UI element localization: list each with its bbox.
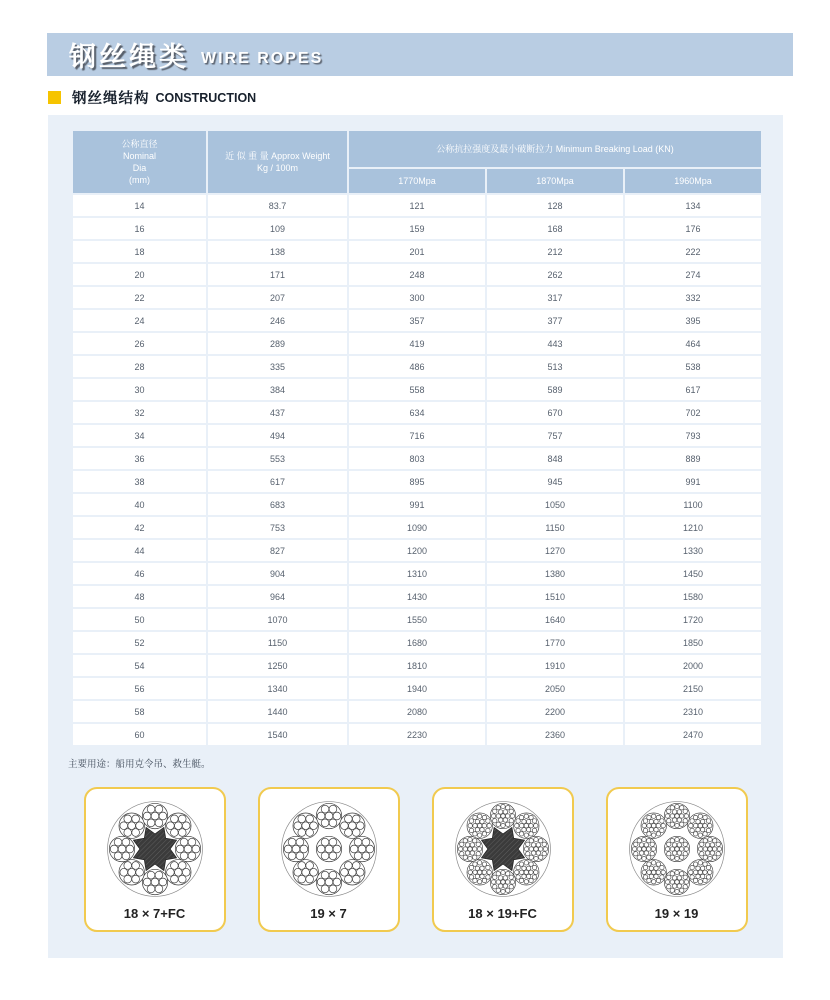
- table-cell: 513: [487, 356, 623, 377]
- rope-cross-section-19x19-diagram: [622, 794, 732, 904]
- table-row: [73, 195, 761, 216]
- table-cell: 1430: [349, 586, 485, 607]
- table-cell: 2200: [487, 701, 623, 722]
- table-cell: 419: [349, 333, 485, 354]
- table-cell: 128: [487, 195, 623, 216]
- table-cell: 1580: [625, 586, 761, 607]
- rope-cross-section-19x7-diagram: [274, 794, 384, 904]
- table-cell: 634: [349, 402, 485, 423]
- construction-card-19x19: [606, 787, 748, 932]
- table-cell: 2050: [487, 678, 623, 699]
- table-cell: 702: [625, 402, 761, 423]
- table-cell: 991: [349, 494, 485, 515]
- col-header-line: 公称直径: [121, 138, 158, 149]
- table-cell: 176: [625, 218, 761, 239]
- table-cell: 1550: [349, 609, 485, 630]
- table-row: [73, 586, 761, 607]
- table-body: [73, 195, 761, 745]
- table-cell: 494: [208, 425, 347, 446]
- table-cell: 464: [625, 333, 761, 354]
- table-cell: 1330: [625, 540, 761, 561]
- table-cell: 171: [208, 264, 347, 285]
- col-header-breaking-load: 公称抗拉强度及最小破断拉力 Minimum Breaking Load (KN): [349, 131, 761, 167]
- table-cell: 945: [487, 471, 623, 492]
- table-cell: 991: [625, 471, 761, 492]
- table-row: [73, 609, 761, 630]
- table-cell: 54: [73, 655, 206, 676]
- table-cell: 1850: [625, 632, 761, 653]
- table-cell: 1680: [349, 632, 485, 653]
- table-cell: 538: [625, 356, 761, 377]
- col-header-line: Kg / 100m: [256, 163, 299, 173]
- construction-label: 18 × 7+FC: [123, 906, 186, 921]
- table-cell: 2000: [625, 655, 761, 676]
- table-cell: 24: [73, 310, 206, 331]
- section-title-en: CONSTRUCTION: [155, 90, 257, 105]
- table-cell: 300: [349, 287, 485, 308]
- rope-cross-section-18x7-fc-diagram: [100, 794, 210, 904]
- table-cell: 553: [208, 448, 347, 469]
- table-cell: 58: [73, 701, 206, 722]
- construction-cards: [48, 787, 783, 932]
- table-cell: 437: [208, 402, 347, 423]
- col-header-weight: [208, 131, 347, 193]
- table-cell: 207: [208, 287, 347, 308]
- table-cell: 889: [625, 448, 761, 469]
- table-cell: 1440: [208, 701, 347, 722]
- table-row: [73, 540, 761, 561]
- table-row: [73, 632, 761, 653]
- table-cell: 36: [73, 448, 206, 469]
- table-cell: 1720: [625, 609, 761, 630]
- table-cell: 50: [73, 609, 206, 630]
- table-cell: 1090: [349, 517, 485, 538]
- table-cell: 617: [625, 379, 761, 400]
- table-cell: 289: [208, 333, 347, 354]
- section-heading: [48, 87, 256, 108]
- table-cell: 670: [487, 402, 623, 423]
- table-cell: 757: [487, 425, 623, 446]
- table-row: [73, 402, 761, 423]
- table-cell: 617: [208, 471, 347, 492]
- banner-title-zh: 钢丝绳类: [69, 42, 189, 72]
- table-cell: 1200: [349, 540, 485, 561]
- page-banner: [47, 33, 793, 76]
- table-cell: 44: [73, 540, 206, 561]
- table-row: [73, 264, 761, 285]
- table-cell: 168: [487, 218, 623, 239]
- table-cell: 34: [73, 425, 206, 446]
- table-row: [73, 471, 761, 492]
- table-cell: 222: [625, 241, 761, 262]
- table-cell: 332: [625, 287, 761, 308]
- table-cell: 26: [73, 333, 206, 354]
- table-cell: 20: [73, 264, 206, 285]
- table-cell: 22: [73, 287, 206, 308]
- table-cell: 18: [73, 241, 206, 262]
- table-row: [73, 494, 761, 515]
- table-cell: 443: [487, 333, 623, 354]
- table-row: [73, 517, 761, 538]
- usage-note: 主要用途：船用克令吊、救生艇。: [68, 759, 211, 770]
- col-header-grade-1770: 1770Mpa: [349, 169, 485, 193]
- construction-card-18x19-fc: [432, 787, 574, 932]
- table-row: [73, 724, 761, 745]
- col-header-line: Nominal: [122, 150, 156, 161]
- table-cell: 1380: [487, 563, 623, 584]
- table-cell: 1050: [487, 494, 623, 515]
- table-cell: 793: [625, 425, 761, 446]
- col-header-diameter: [73, 131, 206, 193]
- table-cell: 1070: [208, 609, 347, 630]
- table-cell: 558: [349, 379, 485, 400]
- table-row: [73, 333, 761, 354]
- table-cell: 56: [73, 678, 206, 699]
- banner-title-en: WIRE ROPES: [201, 49, 324, 67]
- table-cell: 904: [208, 563, 347, 584]
- table-row: [73, 448, 761, 469]
- table-cell: 1340: [208, 678, 347, 699]
- table-cell: 486: [349, 356, 485, 377]
- table-row: [73, 701, 761, 722]
- table-cell: 30: [73, 379, 206, 400]
- yellow-square-bullet-icon: [48, 91, 61, 104]
- table-cell: 38: [73, 471, 206, 492]
- table-row: [73, 425, 761, 446]
- table-cell: 201: [349, 241, 485, 262]
- table-cell: 274: [625, 264, 761, 285]
- table-cell: 1640: [487, 609, 623, 630]
- table-cell: 1100: [625, 494, 761, 515]
- table-cell: 1540: [208, 724, 347, 745]
- table-cell: 317: [487, 287, 623, 308]
- table-row: [73, 678, 761, 699]
- table-cell: 377: [487, 310, 623, 331]
- table-cell: 60: [73, 724, 206, 745]
- table-cell: 716: [349, 425, 485, 446]
- table-cell: 1910: [487, 655, 623, 676]
- table-cell: 246: [208, 310, 347, 331]
- table-cell: 2230: [349, 724, 485, 745]
- table-cell: 803: [349, 448, 485, 469]
- col-header-line: Dia: [132, 163, 147, 173]
- table-cell: 1810: [349, 655, 485, 676]
- table-cell: 212: [487, 241, 623, 262]
- table-cell: 384: [208, 379, 347, 400]
- table-cell: 159: [349, 218, 485, 239]
- table-cell: 46: [73, 563, 206, 584]
- table-row: [73, 241, 761, 262]
- construction-label: 19 × 19: [654, 906, 699, 921]
- table-row: [73, 655, 761, 676]
- table-cell: 683: [208, 494, 347, 515]
- table-row: [73, 287, 761, 308]
- rope-cross-section-18x19-fc-diagram: [448, 794, 558, 904]
- table-cell: 895: [349, 471, 485, 492]
- table-cell: 964: [208, 586, 347, 607]
- table-row: [73, 563, 761, 584]
- table-cell: 335: [208, 356, 347, 377]
- content-panel: [48, 115, 783, 958]
- table-cell: 248: [349, 264, 485, 285]
- table-cell: 589: [487, 379, 623, 400]
- table-cell: 1770: [487, 632, 623, 653]
- table-cell: 28: [73, 356, 206, 377]
- table-cell: 32: [73, 402, 206, 423]
- table-cell: 1510: [487, 586, 623, 607]
- table-cell: 138: [208, 241, 347, 262]
- table-cell: 2080: [349, 701, 485, 722]
- table-row: [73, 379, 761, 400]
- col-header-line: (mm): [129, 175, 150, 186]
- table-cell: 262: [487, 264, 623, 285]
- table-cell: 1940: [349, 678, 485, 699]
- table-cell: 2360: [487, 724, 623, 745]
- table-cell: 16: [73, 218, 206, 239]
- table-cell: 109: [208, 218, 347, 239]
- table-cell: 42: [73, 517, 206, 538]
- table-header: [73, 131, 761, 193]
- construction-card-18x7-fc: [84, 787, 226, 932]
- table-cell: 134: [625, 195, 761, 216]
- table-row: [73, 218, 761, 239]
- table-cell: 2310: [625, 701, 761, 722]
- col-header-grade-1870: 1870Mpa: [487, 169, 623, 193]
- table-cell: 827: [208, 540, 347, 561]
- table-cell: 1250: [208, 655, 347, 676]
- table-cell: 848: [487, 448, 623, 469]
- construction-card-19x7: [258, 787, 400, 932]
- table-cell: 1210: [625, 517, 761, 538]
- table-cell: 121: [349, 195, 485, 216]
- construction-label: 18 × 19+FC: [468, 906, 537, 921]
- table-cell: 40: [73, 494, 206, 515]
- table-cell: 1150: [208, 632, 347, 653]
- table-cell: 83.7: [208, 195, 347, 216]
- table-cell: 753: [208, 517, 347, 538]
- table-cell: 395: [625, 310, 761, 331]
- table-cell: 357: [349, 310, 485, 331]
- breaking-load-table: [71, 129, 763, 747]
- col-header-line: 近 似 重 量 Approx Weight: [225, 150, 330, 161]
- table-cell: 14: [73, 195, 206, 216]
- table-row: [73, 310, 761, 331]
- table-cell: 2150: [625, 678, 761, 699]
- table-cell: 1270: [487, 540, 623, 561]
- table-cell: 52: [73, 632, 206, 653]
- table-cell: 48: [73, 586, 206, 607]
- table-cell: 1450: [625, 563, 761, 584]
- table-cell: 2470: [625, 724, 761, 745]
- col-header-grade-1960: 1960Mpa: [625, 169, 761, 193]
- table-cell: 1310: [349, 563, 485, 584]
- construction-label: 19 × 7: [310, 906, 347, 921]
- table-row: [73, 356, 761, 377]
- section-title-zh: 钢丝绳结构: [72, 91, 150, 107]
- table-cell: 1150: [487, 517, 623, 538]
